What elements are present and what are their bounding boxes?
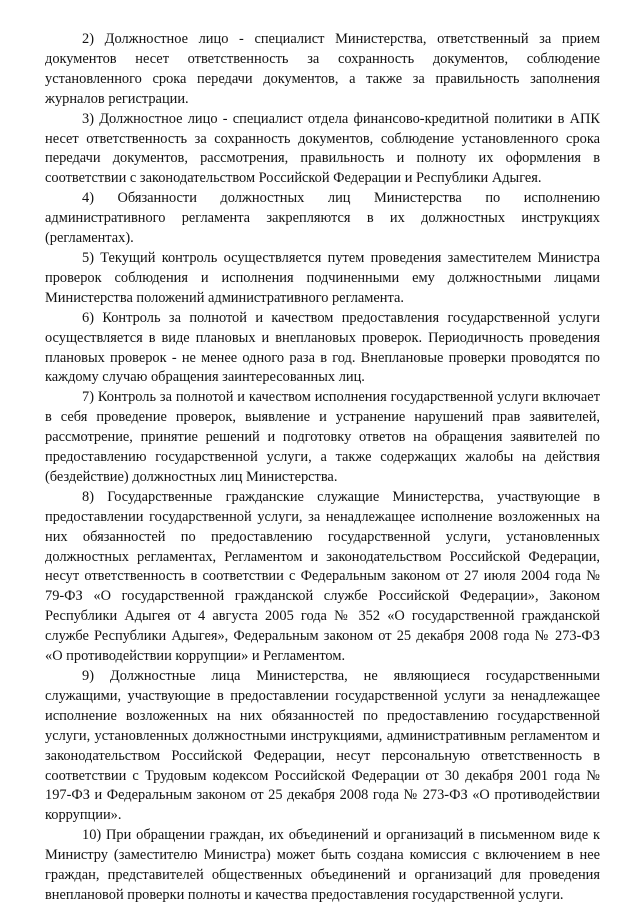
paragraph-9: 9) Должностные лица Министерства, не являющиеся государственными служащими, участвующие в предоставлении государственной услуги за ненадлежащее исполнение возложенных на них обязанностей по предоставлению государственной услуги, установленных должностными инструкциями, административным регламентом и законодательством Российской Федерации, несут персональную ответственность в соответствии с Трудовым кодексом Российской Федерации от 30 декабря 2001 года № 197-ФЗ и Федеральным законом от 25 декабря 2008 года № 273-ФЗ «О противодействии коррупции». bbox=[45, 668, 600, 824]
paragraph-2: 2) Должностное лицо - специалист Министерства, ответственный за прием документов несет ответственность за сохранность документов, соблюдение установленного срока передачи документов, а также за правильность заполнения журналов регистрации. bbox=[45, 31, 600, 107]
paragraph-3: 3) Должностное лицо - специалист отдела финансово-кредитной политики в АПК несет ответственность за сохранность документов, соблюдение установленного срока передачи документов, рассмотрения, правильность и полноту их оформления в соответствии с законодательством Российской Федерации и Республики Адыгея. bbox=[45, 110, 600, 187]
paragraph-5: 5) Текущий контроль осуществляется путем проведения заместителем Министра проверок соблюдения и исполнения подчиненными ему должностными лицами Министерства положений административного регламента. bbox=[45, 249, 600, 306]
paragraph-4: 4) Обязанности должностных лиц Министерства по исполнению административного регламента закрепляются в их должностных инструкциях (регламентах). bbox=[45, 190, 600, 247]
paragraph-10: 10) При обращении граждан, их объединений и организаций в письменном виде к Министру (заместителю Министра) может быть создана комиссия с включением в нее граждан, представителей общественных объединений и организаций для проведения внеплановой проверки полноты и качества предоставления государственной услуги. bbox=[45, 827, 600, 903]
paragraph-7: 7) Контроль за полнотой и качеством исполнения государственной услуги включает в себя проведение проверок, выявление и устранение нарушений прав заявителей, рассмотрение, принятие решений и подготовку ответов на обращения заявителей по предоставлению государственной услуги, а также содержащих жалобы на действия (бездействие) должностных лиц Министерства. bbox=[45, 389, 600, 485]
paragraph-8: 8) Государственные гражданские служащие Министерства, участвующие в предоставлении государственной услуги, за ненадлежащее исполнение возложенных на них обязанностей по предоставлению государственной услуги, установленных должностных регламентах, Регламентом и законодательством Российской Федерации, несут ответственность в соответствии с Федеральным законом от 27 июля 2004 года № 79-ФЗ «О государственной гражданской службе Российской Федерации», Законом Республики Адыгея от 4 августа 2005 года № 352 «О государственной гражданской службе Республики Адыгея», Федеральным законом от 25 декабря 2008 года № 273-ФЗ «О противодействии коррупции» и Регламентом. bbox=[45, 488, 600, 665]
paragraph-6: 6) Контроль за полнотой и качеством предоставления государственной услуги осуществляется в виде плановых и внеплановых проверок. Периодичность проведения плановых проверок - не менее одного раза в год. Внеплановые проверки проводятся по каждому случаю обращения заинтересованных лиц. bbox=[45, 309, 600, 386]
document-page bbox=[45, 30, 600, 906]
